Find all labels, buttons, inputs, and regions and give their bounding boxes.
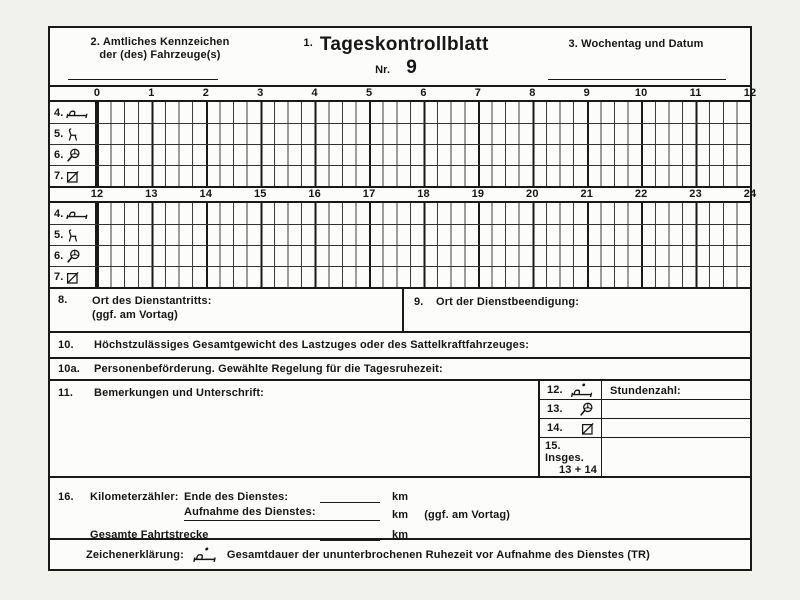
legend-label: Zeichenerklärung: [86, 548, 184, 561]
legend-row [50, 538, 750, 569]
field8-number: 8. [58, 294, 68, 306]
hour-label: 15 [253, 188, 267, 200]
quarter-hour-cells-rest-pm [97, 203, 750, 224]
row-number: 5. [54, 128, 64, 140]
duty-start-km-label: Aufnahme des Dienstes: [184, 506, 316, 518]
hour-label: 3 [257, 87, 264, 99]
field9-label: Ort der Dienstbeendigung: [436, 296, 580, 308]
row-number: 4. [54, 207, 64, 220]
field11-label: Bemerkungen und Unterschrift: [94, 387, 264, 399]
vehicle-plate-blank [68, 79, 218, 80]
hour-label: 10 [634, 87, 648, 99]
row-label-5 [50, 124, 97, 144]
quarter-hour-cells-availability-am [97, 124, 750, 144]
field2-vehicle-plate [50, 28, 270, 85]
hour-label: 24 [743, 188, 757, 200]
hour-label: 19 [471, 188, 485, 200]
quarter-hour-cells-rest-am [97, 102, 750, 123]
summary-row-number: 12. [547, 384, 563, 396]
section-16-odometer [50, 476, 750, 541]
field10-label: Höchstzulässiges Gesamtgewicht des Lastzuges oder des Sattelkraftfahrzeuges: [94, 339, 530, 351]
row-number: 4. [54, 106, 64, 119]
total-distance-label: Gesamte Fahrtstrecke [90, 529, 209, 541]
total-hours-value-cell [602, 438, 750, 476]
total-distance-blank [320, 528, 380, 541]
quarter-hour-cells-driving-am [97, 145, 750, 165]
summary-total-label-line1: 15. Insges. [545, 440, 584, 464]
km-unit: km [392, 491, 409, 503]
bed-icon [65, 107, 91, 119]
steering-wheel-icon [66, 148, 81, 163]
steering-wheel-icon [66, 249, 81, 264]
driving-hours-value-cell [602, 400, 750, 418]
sheet-number-value: 9 [406, 57, 417, 78]
field9-number: 9. [414, 296, 424, 308]
hours-summary-table [538, 381, 750, 476]
weekday-date-blank [548, 79, 726, 80]
timegrid-row-rest-am [50, 102, 750, 123]
hour-label: 12 [90, 188, 104, 200]
hour-label: 14 [199, 188, 213, 200]
field11-number: 11. [58, 387, 74, 399]
row-number: 5. [54, 229, 64, 241]
duty-end-km-label: Ende des Dienstes: [184, 491, 289, 503]
timegrid-row-driving-am [50, 144, 750, 165]
bed-rest-icon [191, 547, 219, 563]
field10a-label: Personenbeförderung. Gewählte Regelung für die Tagesruhezeit: [94, 363, 443, 375]
steering-wheel-icon [579, 402, 594, 417]
hour-label: 23 [689, 188, 702, 200]
tageskontrollblatt-form [48, 26, 757, 571]
stundenzahl-header-cell: Stundenzahl: [610, 385, 681, 397]
hour-label: 8 [529, 87, 536, 99]
section-8-9 [50, 287, 750, 331]
timegrid-row-otherwork-am [50, 165, 750, 186]
title-number: 1. [303, 37, 313, 49]
hour-label: 22 [634, 188, 648, 200]
hour-label: 7 [474, 87, 482, 99]
summary-row-14 [540, 418, 750, 437]
quarter-hour-cells-driving-pm [97, 246, 750, 266]
hour-label: 20 [526, 188, 539, 200]
section-10-max-weight [50, 331, 750, 357]
timegrid-row-rest-pm [50, 203, 750, 224]
hour-label: 18 [417, 188, 430, 200]
summary-row-13 [540, 399, 750, 418]
hour-label: 9 [583, 87, 590, 99]
field10a-number: 10a. [58, 363, 81, 375]
field1-title-block [270, 28, 522, 85]
field3-label: 3. Wochentag und Datum [568, 38, 704, 50]
page-title: Tageskontrollblatt [319, 34, 489, 55]
row-number: 7. [54, 271, 64, 283]
row-label-4 [50, 102, 97, 123]
hour-scale-am [50, 85, 757, 102]
field3-weekday-date [522, 28, 750, 85]
row-number: 6. [54, 149, 64, 161]
hour-label: 1 [148, 87, 155, 99]
row-label-6 [50, 145, 97, 165]
quarter-hour-cells-otherwork-am [97, 166, 750, 186]
hour-label: 2 [202, 87, 209, 99]
timegrid-pm [50, 203, 750, 287]
previous-day-note: (ggf. am Vortag) [424, 509, 511, 521]
summary-total-label-line2: 13 + 14 [559, 464, 598, 476]
otherwork-hours-value-cell [602, 419, 750, 437]
row-label-7 [50, 166, 97, 186]
quarter-hour-cells-availability-pm [97, 225, 750, 245]
field8-duty-start-location [50, 289, 404, 331]
crossed-square-icon [66, 170, 79, 183]
hour-label: 5 [365, 87, 373, 99]
hour-label: 11 [689, 87, 702, 99]
hour-label: 4 [311, 87, 318, 99]
bed-icon [65, 208, 91, 220]
field8-label: Ort des Dienstantritts: [92, 295, 212, 307]
section-11-remarks [50, 379, 750, 476]
legend-text: Gesamtdauer der ununterbrochenen Ruhezeit vor Aufnahme des Dienstes (TR) [226, 548, 650, 561]
timegrid-am [50, 102, 750, 186]
form-header [50, 28, 750, 85]
hour-label: 13 [145, 188, 158, 200]
hour-label: 6 [420, 87, 427, 99]
timegrid-row-driving-pm [50, 245, 750, 266]
timegrid-row-availability-pm [50, 224, 750, 245]
hour-label: 16 [308, 188, 321, 200]
field9-duty-end-location [404, 289, 750, 331]
row-label-4 [50, 203, 97, 224]
km-unit: km [392, 529, 409, 541]
hour-label: 0 [93, 87, 101, 99]
timegrid-row-otherwork-pm [50, 266, 750, 287]
bed-rest-icon [569, 383, 595, 398]
row-label-5 [50, 225, 97, 245]
hour-label: 17 [362, 188, 376, 200]
field16-number: 16. [58, 491, 74, 503]
row-label-7 [50, 267, 97, 287]
seat-icon [66, 128, 79, 141]
odometer-label: Kilometerzähler: [90, 491, 179, 503]
crossed-square-icon [581, 422, 594, 435]
summary-row-15 [540, 437, 750, 476]
crossed-square-icon [66, 271, 79, 284]
nr-label: Nr. [375, 64, 391, 76]
hour-scale-pm [50, 186, 757, 203]
duty-start-km-blank [184, 506, 380, 521]
quarter-hour-cells-otherwork-pm [97, 267, 750, 287]
field11-remarks-signature [50, 381, 538, 476]
km-unit: km [392, 509, 409, 521]
field2-label-line1: 2. Amtliches Kennzeichen [90, 36, 230, 48]
field8-note: (ggf. am Vortag) [92, 309, 178, 321]
section-10a-passenger-transport [50, 357, 750, 379]
row-number: 6. [54, 250, 64, 262]
timegrid-row-availability-am [50, 123, 750, 144]
hour-label: 21 [580, 188, 594, 200]
summary-row-number: 13. [547, 403, 563, 415]
row-label-6 [50, 246, 97, 266]
row-number: 7. [54, 170, 64, 182]
summary-row-number: 14. [547, 422, 563, 434]
field10-number: 10. [58, 339, 74, 351]
field2-label-line2: der (des) Fahrzeuge(s) [99, 49, 221, 61]
summary-row-12 [540, 381, 750, 399]
hour-label: 12 [743, 87, 757, 99]
seat-icon [66, 229, 79, 242]
duty-end-km-blank [320, 490, 380, 503]
